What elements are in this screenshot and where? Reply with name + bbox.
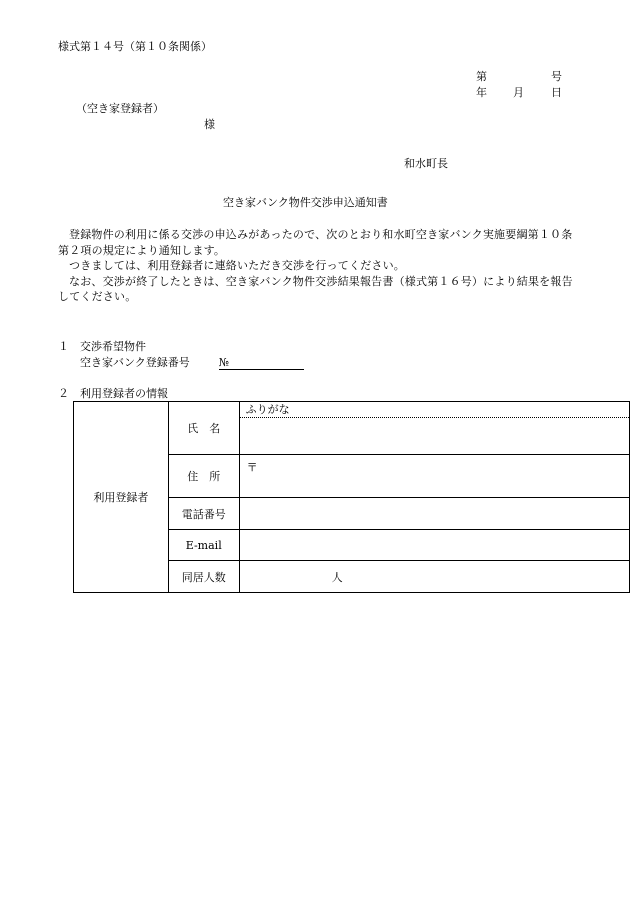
household-label: 同居人数	[168, 561, 239, 593]
body-paragraph: なお、交渉が終了したときは、空き家バンク物件交渉結果報告書（様式第１６号）により結果を報告してください。	[58, 274, 573, 303]
email-cell[interactable]	[239, 530, 629, 561]
body-text	[58, 227, 576, 305]
phone-cell[interactable]	[239, 498, 629, 530]
user-info-table	[73, 401, 630, 593]
section2-heading: ２ 利用登録者の情報	[58, 387, 168, 400]
postal-mark: 〒	[246, 461, 258, 474]
email-label: E-mail	[168, 530, 239, 561]
body-paragraph: 登録物件の利用に係る交渉の申込みがあったので、次のとおり和水町空き家バンク実施要綱第１０条第２項の規定により通知します。	[58, 228, 573, 257]
registration-label: 空き家バンク登録番号	[80, 356, 190, 369]
phone-label: 電話番号	[168, 498, 239, 530]
address-cell[interactable]	[239, 455, 629, 498]
sender: 和水町長	[404, 157, 448, 170]
recipient-label: （空き家登録者）	[76, 102, 164, 115]
form-number: 様式第１４号（第１０条関係）	[58, 40, 212, 53]
section1-heading: １ 交渉希望物件	[58, 340, 146, 353]
date-month: 月	[513, 86, 524, 99]
date-day: 日	[551, 86, 562, 99]
household-unit: 人	[331, 570, 343, 584]
date-year: 年	[476, 86, 487, 99]
number-mark: №	[218, 356, 230, 369]
registration-number-field[interactable]	[219, 356, 304, 370]
user-group-label: 利用登録者	[74, 402, 169, 593]
name-cell[interactable]	[239, 402, 629, 455]
doc-number-suffix: 号	[551, 70, 562, 83]
recipient-honorific: 様	[204, 118, 215, 131]
name-label: 氏 名	[168, 402, 239, 455]
household-cell[interactable]	[239, 561, 629, 593]
address-label: 住 所	[168, 455, 239, 498]
registration-number-row	[80, 356, 304, 370]
body-paragraph: つきましては、利用登録者に連絡いただき交渉を行ってください。	[69, 259, 405, 272]
furigana-label: ふりがな	[240, 402, 629, 418]
doc-number-prefix: 第	[476, 70, 487, 83]
document-title: 空き家バンク物件交渉申込通知書	[223, 196, 388, 209]
